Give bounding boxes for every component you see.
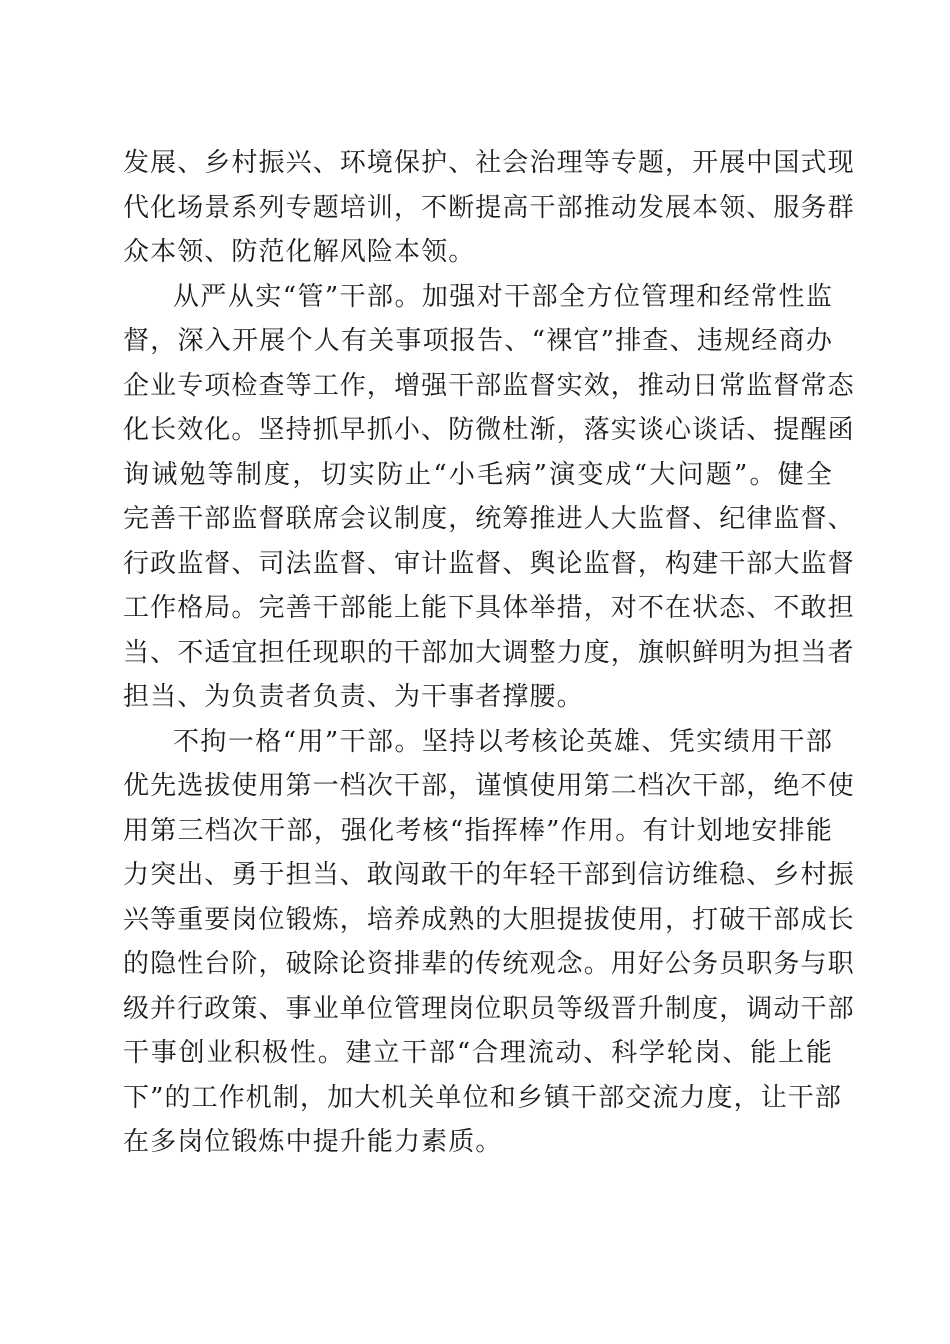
document-body [123,141,855,1165]
text-line: 企业专项检查等工作，增强干部监督实效，推动日常监督常态 [123,370,855,401]
paragraph-1 [123,141,855,275]
text-line: 工作格局。完善干部能上能下具体举措，对不在状态、不敢担 [123,593,855,623]
text-line: 的隐性台阶，破除论资排辈的传统观念。用好公务员职务与职 [123,949,855,979]
text-line: 督，深入开展个人有关事项报告、“裸官”排查、违规经商办 [123,326,833,356]
text-line: 行政监督、司法监督、审计监督、舆论监督，构建干部大监督 [123,548,855,579]
text-line: 用第三档次干部，强化考核“指挥棒”作用。有计划地安排能 [123,815,833,846]
text-line: 询诫勉等制度，切实防止“小毛病”演变成“大问题”。健全 [123,459,833,490]
text-line: 化长效化。坚持抓早抓小、防微杜渐，落实谈心谈话、提醒函 [123,415,855,445]
text-line: 在多岗位锻炼中提升能力素质。 [123,1127,503,1157]
paragraph-2 [123,275,855,720]
text-line: 下”的工作机制，加大机关单位和乡镇干部交流力度，让干部 [123,1082,842,1113]
text-line: 发展、乡村振兴、环境保护、社会治理等专题，开展中国式现 [123,148,855,178]
text-line: 当、不适宜担任现职的干部加大调整力度，旗帜鲜明为担当者 [123,637,855,668]
text-line: 级并行政策、事业单位管理岗位职员等级晋升制度，调动干部 [123,993,855,1024]
text-line: 不拘一格“用”干部。坚持以考核论英雄、凭实绩用干部 [173,726,833,757]
text-line: 力突出、勇于担当、敢闯敢干的年轻干部到信访维稳、乡村振 [123,860,855,890]
text-line: 众本领、防范化解风险本领。 [123,237,476,267]
text-line: 干事创业积极性。建立干部“合理流动、科学轮岗、能上能 [123,1038,833,1068]
text-line: 代化场景系列专题培训，不断提高干部推动发展本领、服务群 [123,192,855,223]
text-line: 完善干部监督联席会议制度，统筹推进人大监督、纪律监督、 [123,504,855,534]
text-line: 担当、为负责者负责、为干事者撑腰。 [123,682,584,712]
text-line: 优先选拔使用第一档次干部，谨慎使用第二档次干部，绝不使 [123,771,855,801]
text-line: 从严从实“管”干部。加强对干部全方位管理和经常性监 [173,281,833,312]
paragraph-3 [123,720,855,1165]
text-line: 兴等重要岗位锻炼，培养成熟的大胆提拔使用，打破干部成长 [123,904,855,935]
